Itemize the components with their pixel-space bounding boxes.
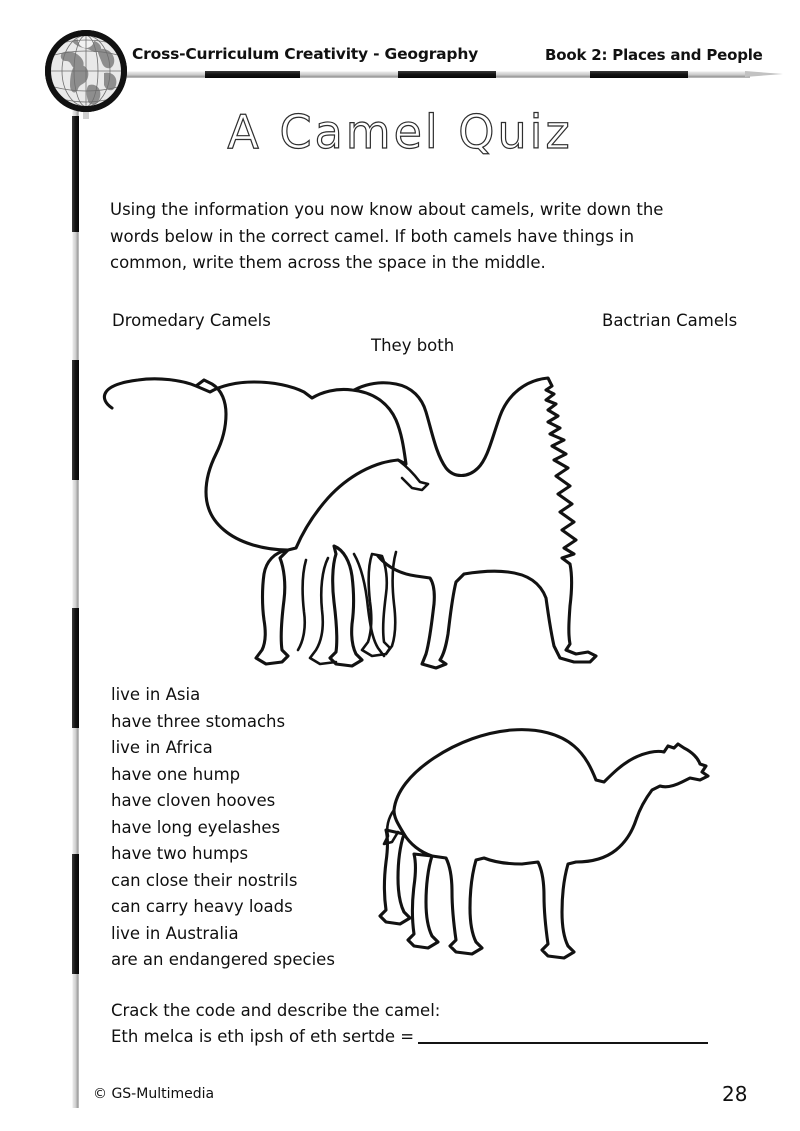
word-bank-item: have three stomachs xyxy=(111,711,286,731)
header-right-title: Book 2: Places and People xyxy=(545,46,763,64)
header-rule-tip xyxy=(745,71,783,77)
footer-copyright: © GS-Multimedia xyxy=(93,1086,215,1102)
word-bank-item: live in Africa xyxy=(111,738,213,757)
word-bank-item: live in Australia xyxy=(111,923,239,943)
header-rule-segment xyxy=(590,71,688,78)
dromedary-camel-outline-bottom xyxy=(372,700,712,970)
side-rule-segment xyxy=(72,854,79,974)
side-rule-segment xyxy=(72,608,79,728)
code-task-block xyxy=(111,998,708,1050)
side-rule-segment xyxy=(72,360,79,480)
header-rule-segment xyxy=(398,71,496,78)
code-task-prompt: Crack the code and describe the camel: xyxy=(111,1001,441,1020)
instructions-text: Using the information you now know about camels, write down the words below in the correct camel. If both camels have things in common, write them across the space in the middle. xyxy=(110,200,664,272)
word-bank-item: can carry heavy loads xyxy=(111,897,293,916)
header-rule-bar xyxy=(90,70,780,79)
code-task-cipher: Eth melca is eth ipsh of eth sertde = xyxy=(111,1027,415,1046)
label-bactrian-camels: Bactrian Camels xyxy=(602,311,738,330)
word-bank-item: have one hump xyxy=(111,764,241,784)
word-bank-item: live in Asia xyxy=(111,685,201,704)
word-bank-list xyxy=(111,682,335,974)
side-rule-bar xyxy=(71,108,80,1108)
word-bank-item: have long eyelashes xyxy=(111,817,281,837)
header-rule-segment xyxy=(205,71,300,78)
footer-page-number: 28 xyxy=(722,1082,748,1106)
header-left-title: Cross-Curriculum Creativity - Geography xyxy=(132,45,479,63)
page-title xyxy=(0,100,800,164)
word-bank-item: can close their nostrils xyxy=(111,870,298,890)
venn-camels-diagram xyxy=(96,358,716,678)
word-bank-item: have cloven hooves xyxy=(111,791,276,810)
word-bank-item: have two humps xyxy=(111,844,249,863)
code-task-answer-blank[interactable] xyxy=(418,1028,708,1044)
word-bank-item: are an endangered species xyxy=(111,950,335,969)
page-title-text: A Camel Quiz xyxy=(227,105,573,159)
label-they-both: They both xyxy=(371,336,455,355)
code-task-cipher-row xyxy=(111,1024,708,1050)
label-dromedary-camels: Dromedary Camels xyxy=(112,311,271,330)
